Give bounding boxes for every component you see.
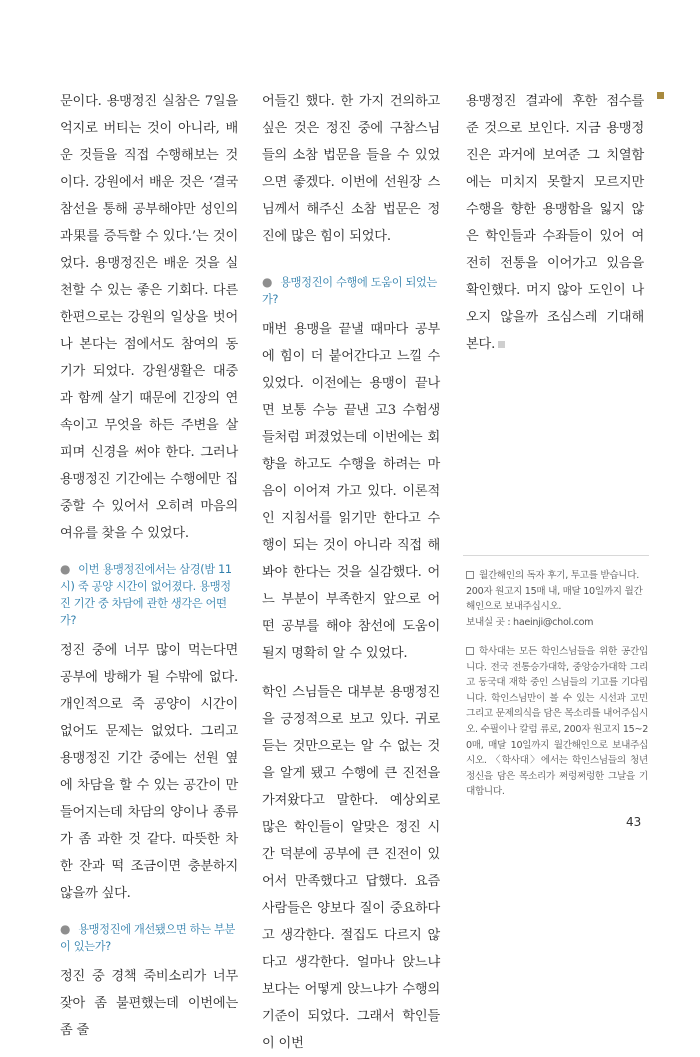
paragraph-text: 용맹정진 결과에 후한 점수를 준 것으로 보인다. 지금 용맹정진은 과거에 보여준 그 치열함에는 미치지 못할지 모르지만 수행을 향한 용맹함을 잃지 않은 학인들과 수좌들이 있어 여전히 전통을 이어가고 있음을 확인했다. 머지 않아 도인이 나오지 않을까 조심스레 기대해 본다. [466, 94, 644, 352]
question-text: 용맹정진이 수행에 도움이 되었는가? [262, 276, 438, 306]
square-bullet-icon [466, 647, 474, 655]
notice-text: 학사대는 모든 학인스님들을 위한 공간입니다. 전국 전통승가대학, 중앙승가대학 그리고 동국대 재학 중인 스님들의 기고를 기다립니다. 학인스님만이 볼 수 있는 시선과 고민 그리고 문제의식을 담은 목소리를 내어주십시오. 수필이나 칼럼 류로, 200자 원고지 15~20매, 매달 10일까지 월간해인으로 보내주십시오. 〈학사대〉에서는 학인스님들의 청년정신을 담은 목소리가 쩌렁쩌렁한 그날을 기대합니다. [466, 646, 648, 798]
bullet-icon: ● [60, 922, 71, 936]
notes-divider [463, 555, 649, 556]
bullet-icon: ● [262, 275, 273, 289]
question-text: 이번 용맹정진에서는 삼경(밤 11시) 죽 공양 시간이 없어졌다. 용맹정진 기간 중 차담에 관한 생각은 어떤가? [60, 563, 232, 627]
paragraph: 어들긴 했다. 한 가지 건의하고 싶은 것은 정진 중에 구참스님들의 소참 법문을 들을 수 있었으면 좋겠다. 이번에 선원장 스님께서 해주신 소참 법문은 정진에 많은 힘이 되었다. [262, 94, 440, 244]
article-column-3 [466, 88, 644, 358]
interview-question [262, 274, 440, 308]
notice-line: 월간해인의 독자 후기, 투고를 받습니다. [479, 570, 639, 581]
article-column-2 [262, 88, 440, 1057]
interview-question [60, 561, 238, 629]
article-column-1 [60, 88, 238, 1044]
page-number: 43 [626, 815, 642, 829]
paragraph: 매번 용맹을 끝낼 때마다 공부에 힘이 더 붙어간다고 느낄 수 있었다. 이전에는 용맹이 끝나면 보통 수능 끝낸 고3 수험생들처럼 퍼졌었는데 이번에는 회향을 하고도 수행을 하려는 마음이 이어져 가고 있다. 이론적인 지침서를 읽기만 한다고 수행이 되는 것이 아니라 직접 해 봐야 한다는 것을 실감했다. 어느 부분이 부족한지 앞으로 어떤 공부를 해야 참선에 도움이 될지 명확히 알 수 있었다. [262, 322, 440, 661]
haksadae-notice [466, 644, 648, 800]
paragraph: 정진 중에 너무 많이 먹는다면 공부에 방해가 될 수밖에 없다. 개인적으로 죽 공양이 시간이 없어도 문제는 없었다. 그리고 용맹정진 기간 중에는 선원 옆에 차담을 할 수 있는 공간이 만들어지는데 차담의 양이나 종류가 좀 과한 것 같다. 따뜻한 차 한 잔과 떡 조금이면 충분하지 않을까 싶다. [60, 643, 238, 901]
notice-line: 200자 원고지 15매 내, 매달 10일까지 월간 [466, 585, 643, 597]
paragraph: 문이다. 용맹정진 실참은 7일을 억지로 버티는 것이 아니라, 배운 것들을 직접 수행해보는 것이다. 강원에서 배운 것은 ‘결국 참선을 통해 공부해야만 성인의 과果를 증득할 수 있다.’는 것이었다. 용맹정진은 배운 것을 실천할 수 있는 좋은 기회다. 다른 한편으로는 강원의 일상을 벗어나 본다는 점에서도 참여의 동기가 되었다. 강원생활은 대중과 함께 살기 때문에 긴장의 연속이고 무엇을 하든 주변을 살피며 신경을 써야 한다. 그러나 용맹정진 기간에는 수행에만 집중할 수 있어서 오히려 마음의 여유를 찾을 수 있었다. [60, 94, 238, 541]
notice-line: 보내실 곳 : haeinji@chol.com [466, 616, 594, 628]
reader-submission-notice [466, 568, 648, 630]
paragraph [466, 88, 644, 358]
question-text: 용맹정진에 개선됐으면 하는 부분이 있는가? [60, 923, 236, 953]
bullet-icon: ● [60, 562, 71, 576]
notice-line: 해인으로 보내주십시오. [466, 601, 562, 613]
square-bullet-icon [466, 571, 474, 579]
paragraph: 학인 스님들은 대부분 용맹정진을 긍정적으로 보고 있다. 귀로 듣는 것만으로는 알 수 없는 것을 알게 됐고 수행에 큰 진전을 가져왔다고 말한다. 예상외로 많은 학인들이 알맞은 정진 시간 덕분에 공부에 큰 진전이 있어서 만족했다고 답했다. 요즘 사람들은 양보다 질이 중요하다고 생각한다. 절집도 다르지 않다고 생각한다. 얼마나 앉느냐보다는 어떻게 앉느냐가 수행의 기준이 되었다. 그래서 학인들이 이번 [262, 685, 440, 1051]
section-marker [657, 92, 664, 99]
interview-question [60, 921, 238, 955]
end-mark-icon [498, 341, 505, 348]
paragraph: 정진 중 경책 죽비소리가 너무 잦아 좀 불편했는데 이번에는 좀 줄 [60, 969, 238, 1038]
